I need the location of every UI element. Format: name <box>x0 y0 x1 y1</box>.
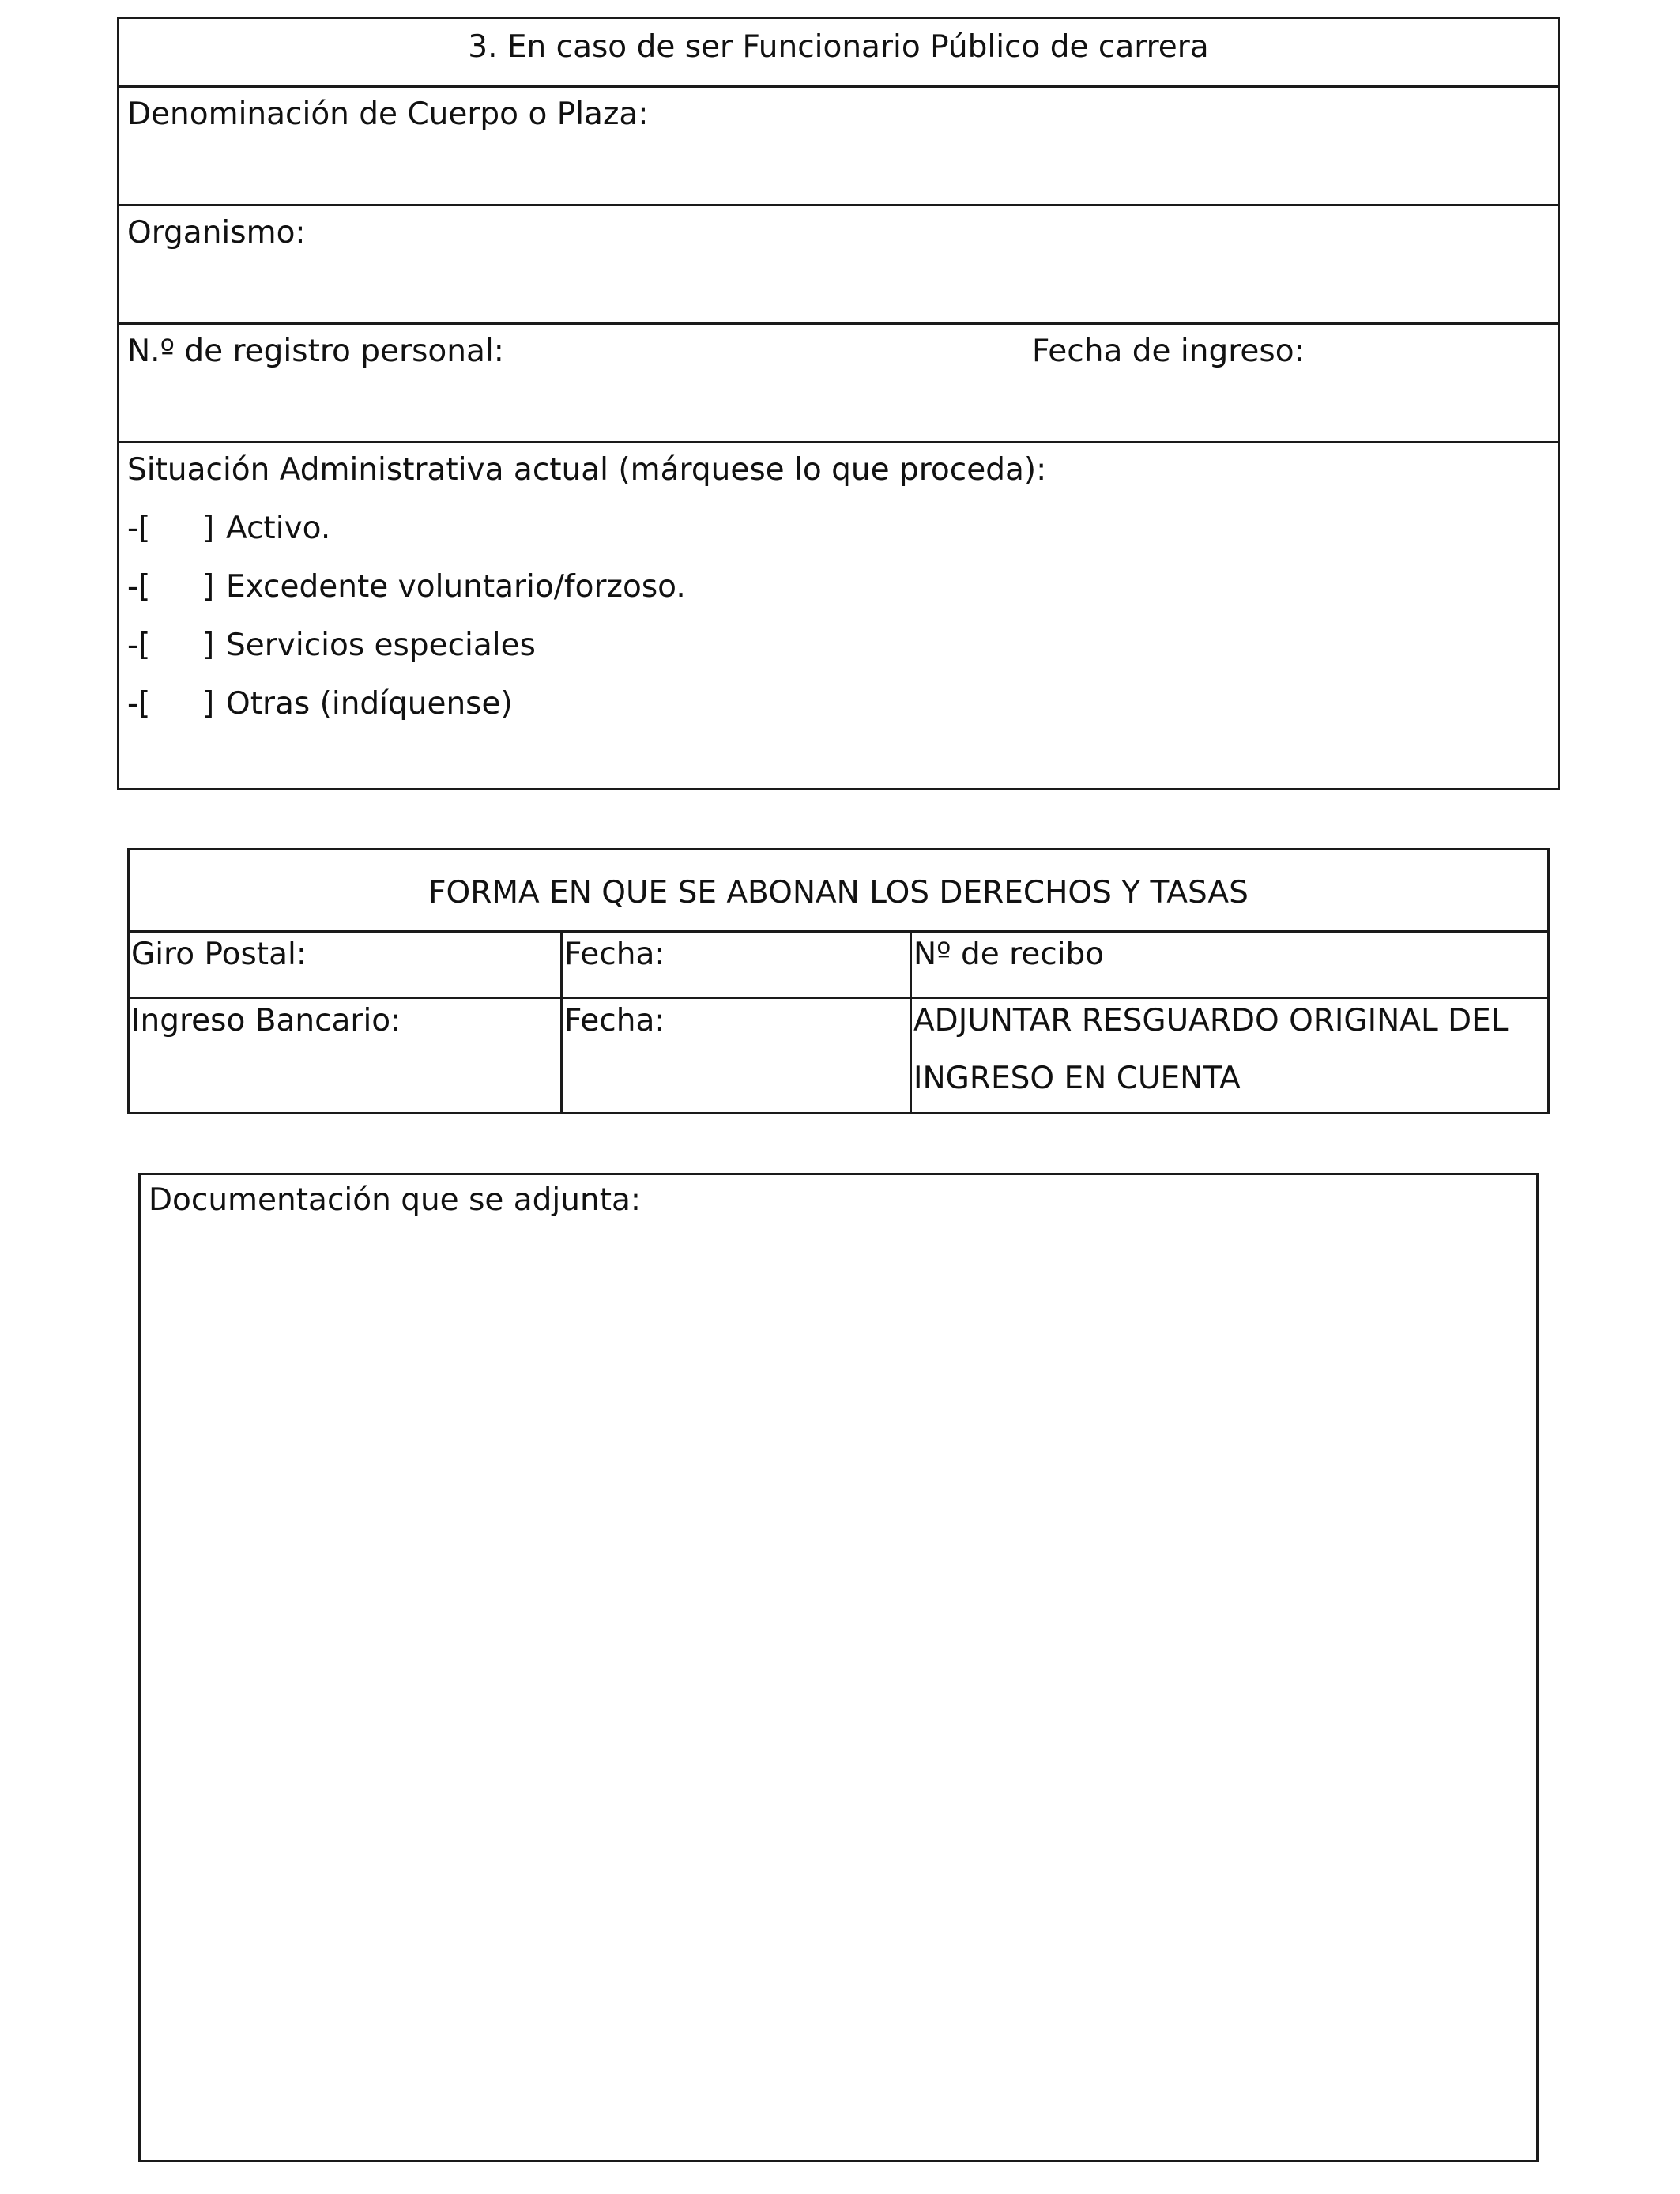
column-divider <box>910 933 912 997</box>
adjuntar-note-line1: ADJUNTAR RESGUARDO ORIGINAL DEL <box>913 1003 1509 1039</box>
registro-label: N.º de registro personal: <box>127 334 504 369</box>
option-servicios-especiales[interactable] <box>127 630 838 665</box>
option-checkbox-close[interactable]: ] <box>202 511 215 546</box>
option-label: Otras (indíquense) <box>226 686 513 722</box>
situacion-label: Situación Administrativa actual (márquese lo que proceda): <box>127 452 1047 488</box>
option-checkbox-close[interactable]: ] <box>202 628 215 663</box>
column-divider <box>910 999 912 1112</box>
option-label: Activo. <box>226 511 331 546</box>
option-activo[interactable] <box>127 513 838 548</box>
column-divider <box>560 933 563 997</box>
situacion-row <box>119 441 1558 788</box>
ingreso-bancario-row <box>130 997 1547 1112</box>
giro-postal-row <box>130 930 1547 997</box>
option-checkbox-close[interactable]: ] <box>202 686 215 722</box>
option-otras[interactable] <box>127 688 838 723</box>
option-label: Servicios especiales <box>226 628 536 663</box>
documentacion-label: Documentación que se adjunta: <box>149 1182 642 1218</box>
organismo-row[interactable] <box>119 204 1558 322</box>
payment-title: FORMA EN QUE SE ABONAN LOS DERECHOS Y TASAS <box>428 875 1249 910</box>
registro-row[interactable] <box>119 322 1558 441</box>
giro-fecha-label: Fecha: <box>564 937 665 972</box>
section-title: 3. En caso de ser Funcionario Público de carrera <box>468 29 1209 65</box>
documentacion-box[interactable] <box>138 1173 1539 2162</box>
payment-table <box>127 848 1550 1114</box>
option-label: Excedente voluntario/forzoso. <box>226 569 686 605</box>
section-title-row <box>119 19 1558 85</box>
option-checkbox-open[interactable]: -[ <box>127 569 151 605</box>
giro-postal-label: Giro Postal: <box>131 937 307 972</box>
option-checkbox-open[interactable]: -[ <box>127 686 151 722</box>
recibo-label: Nº de recibo <box>913 937 1105 972</box>
cuerpo-label: Denominación de Cuerpo o Plaza: <box>127 96 649 132</box>
fecha-ingreso-label: Fecha de ingreso: <box>1032 334 1305 369</box>
adjuntar-note-line2: INGRESO EN CUENTA <box>913 1061 1241 1096</box>
ingreso-bancario-label: Ingreso Bancario: <box>131 1003 401 1039</box>
option-checkbox-close[interactable]: ] <box>202 569 215 605</box>
cuerpo-row[interactable] <box>119 85 1558 204</box>
payment-title-row <box>130 850 1547 930</box>
option-excedente[interactable] <box>127 571 838 606</box>
column-divider <box>560 999 563 1112</box>
organismo-label: Organismo: <box>127 215 306 251</box>
ingreso-fecha-label: Fecha: <box>564 1003 665 1039</box>
option-checkbox-open[interactable]: -[ <box>127 511 151 546</box>
funcionario-section <box>117 17 1560 790</box>
option-checkbox-open[interactable]: -[ <box>127 628 151 663</box>
